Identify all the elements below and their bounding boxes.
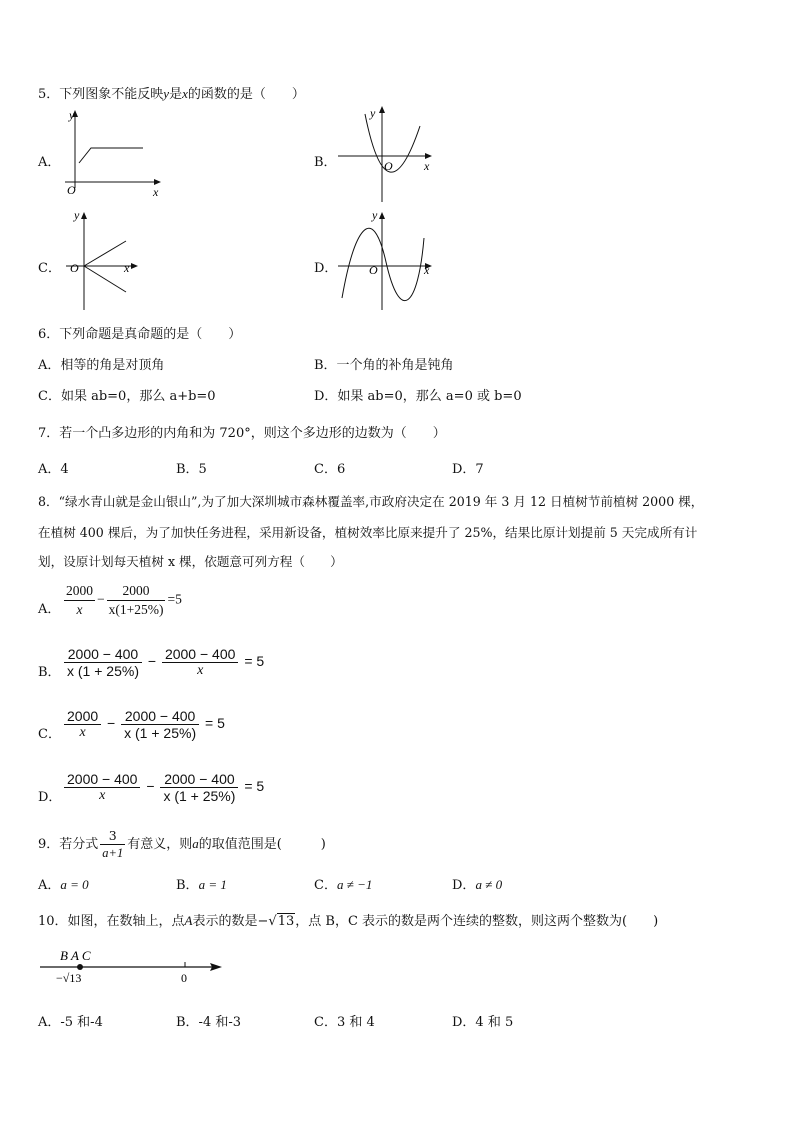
- q7-option-b: B．5: [176, 462, 207, 477]
- q10-tick-label: −√13: [56, 971, 82, 985]
- q6-option-d: D．如果 ab=0，那么 a=0 或 b=0: [314, 389, 522, 404]
- q10-zero-label: 0: [181, 971, 187, 985]
- q8a-rhs: =5: [167, 591, 182, 607]
- q8-option-d-equation: [62, 771, 264, 804]
- q8d-minus: −: [146, 778, 155, 795]
- q8c-frac1-num: 2000: [64, 708, 101, 725]
- q10-stem-text-b: 表示的数是: [192, 914, 258, 929]
- q5-graph-a: [55, 108, 170, 200]
- q8b-rhs: = 5: [244, 653, 265, 670]
- q8b-frac1-den: x (1 + 25%): [67, 663, 139, 679]
- q5-graph-d: [336, 208, 440, 312]
- q5-graph-b: [332, 104, 442, 204]
- q5a-axis-y: y: [69, 108, 75, 122]
- q8d-frac2-den: x (1 + 25%): [163, 788, 236, 804]
- q9-option-a: [38, 874, 89, 893]
- q9c-expr: a ≠ −1: [336, 877, 373, 892]
- q8c-rhs: = 5: [205, 715, 225, 732]
- q9-stem-text-c: 的取值范围是( ): [198, 837, 326, 852]
- q9-option-b: [176, 874, 227, 893]
- q8d-frac1-den: x: [99, 788, 106, 803]
- q9a-expr: a = 0: [60, 877, 89, 892]
- q8c-minus: −: [107, 715, 116, 732]
- q8b-frac2-num: 2000 − 400: [162, 646, 238, 663]
- q8a-frac2-den: x(1+25%): [108, 602, 164, 617]
- q8-option-b-label: B．: [38, 665, 61, 680]
- q8c-frac2-num: 2000 − 400: [121, 708, 199, 725]
- q5-option-d-label: D．: [314, 261, 338, 276]
- q5d-axis-y: y: [372, 208, 378, 222]
- q8a-frac1-den: x: [76, 602, 83, 617]
- q8a-minus: −: [97, 591, 105, 607]
- q8-option-c-label: C．: [38, 727, 61, 742]
- q10-option-a: A．-5 和-4: [38, 1015, 103, 1030]
- q5d-axis-x: x: [424, 263, 430, 277]
- q9-var-a: a: [192, 836, 199, 851]
- q7-option-c: C．6: [314, 462, 346, 477]
- q9-frac-den: a+1: [102, 846, 124, 860]
- q9d-expr: a ≠ 0: [475, 877, 503, 892]
- q8-stem-line2: 在植树 400 棵后，为了加快任务进程，采用新设备，植树效率比原来提升了 25%，结果比原计划提前 5 天完成所有计: [38, 525, 698, 540]
- q10-stem: 10．如图，在数轴上，点A表示的数是−√13，点 B，C 表示的数是两个连续的整数，则这两个整数为( ): [38, 913, 659, 929]
- q10-number-line: [38, 944, 228, 990]
- q9-frac-num: 3: [100, 828, 125, 845]
- q8-option-a-equation: [62, 583, 182, 618]
- q10-radicand: 13: [277, 914, 295, 929]
- q6-option-c: C．如果 ab=0，那么 a+b=0: [38, 389, 216, 404]
- q5-stem-text-b: 是: [169, 87, 183, 102]
- q9b-label: B．: [176, 878, 199, 893]
- q8d-frac1-num: 2000 − 400: [64, 771, 140, 788]
- q10-option-b: B．-4 和-3: [176, 1015, 242, 1030]
- q8-option-d-label: D．: [38, 790, 62, 805]
- q9-stem-text-b: 有意义，则: [127, 837, 193, 852]
- q5b-origin: O: [384, 159, 393, 173]
- q6-stem: 6．下列命题是真命题的是（ ）: [38, 327, 242, 342]
- q9-stem-text-a: 9．若分式: [38, 837, 99, 852]
- q5-option-c-label: C．: [38, 261, 61, 276]
- q8b-frac2-den: x: [197, 663, 204, 678]
- q8c-frac2-den: x (1 + 25%): [124, 725, 197, 741]
- q5c-axis-y: y: [74, 208, 80, 222]
- q5-option-b-label: B．: [314, 155, 337, 170]
- q5-stem-text-c: 的函数的是（ ）: [187, 87, 305, 102]
- q5-stem: [38, 83, 305, 102]
- q9a-label: A．: [38, 878, 61, 893]
- q8-option-a-label: A．: [38, 602, 61, 617]
- q10-option-d: D．4 和 5: [452, 1015, 514, 1030]
- q5-option-a-label: A．: [38, 155, 61, 170]
- q5-stem-text-a: 5．下列图象不能反映: [38, 87, 164, 102]
- q6-option-a: A．相等的角是对顶角: [38, 358, 165, 373]
- q7-option-d: D．7: [452, 462, 484, 477]
- q9-option-c: [314, 874, 372, 893]
- q8a-frac2-num: 2000: [107, 583, 166, 601]
- q8d-frac2-num: 2000 − 400: [160, 771, 238, 788]
- q9d-label: D．: [452, 878, 476, 893]
- q8b-frac1-num: 2000 − 400: [64, 646, 142, 663]
- q10-stem-text-a: 10．如图，在数轴上，点: [38, 914, 185, 929]
- q5b-axis-x: x: [424, 159, 430, 173]
- q8-stem-line1: 8．“绿水青山就是金山银山”,为了加大深圳城市森林覆盖率,市政府决定在 2019 年 3 月 12 日植树节前植树 2000 棵，: [38, 494, 704, 509]
- q8-option-c-equation: [62, 708, 225, 741]
- q5c-origin: O: [70, 261, 79, 275]
- q6-option-b: B．一个角的补角是钝角: [314, 358, 454, 373]
- q8-option-b-equation: [62, 646, 264, 679]
- q5d-origin: O: [369, 263, 378, 277]
- q7-stem: 7．若一个凸多边形的内角和为 720°，则这个多边形的边数为（ ）: [38, 426, 446, 441]
- q5a-origin: O: [67, 183, 76, 197]
- q7-option-a: A．4: [38, 462, 69, 477]
- q5c-axis-x: x: [124, 261, 130, 275]
- q10-label-bac: B A C: [60, 948, 91, 963]
- q9b-expr: a = 1: [198, 877, 227, 892]
- q10-neg-sign: −: [257, 914, 269, 929]
- q8d-rhs: = 5: [244, 778, 265, 795]
- q9-stem: [38, 828, 326, 861]
- q8-stem-line3: 划，设原计划每天植树 x 棵，依题意可列方程（ ）: [38, 554, 343, 569]
- q8b-minus: −: [147, 653, 157, 670]
- q5-var-y: y: [163, 86, 170, 101]
- q5-graph-c: [62, 208, 152, 312]
- q8c-frac1-den: x: [79, 725, 86, 740]
- q10-point-a: A: [184, 913, 193, 928]
- q10-stem-text-c: ，点 B，C 表示的数是两个连续的整数，则这两个整数为( ): [295, 914, 659, 929]
- q5-var-x: x: [182, 86, 188, 101]
- q10-option-c: C．3 和 4: [314, 1015, 375, 1030]
- q5b-axis-y: y: [370, 106, 376, 120]
- q9-option-d: [452, 874, 502, 893]
- q9c-label: C．: [314, 878, 337, 893]
- q8a-frac1-num: 2000: [64, 583, 95, 601]
- q5a-axis-x: x: [153, 185, 159, 199]
